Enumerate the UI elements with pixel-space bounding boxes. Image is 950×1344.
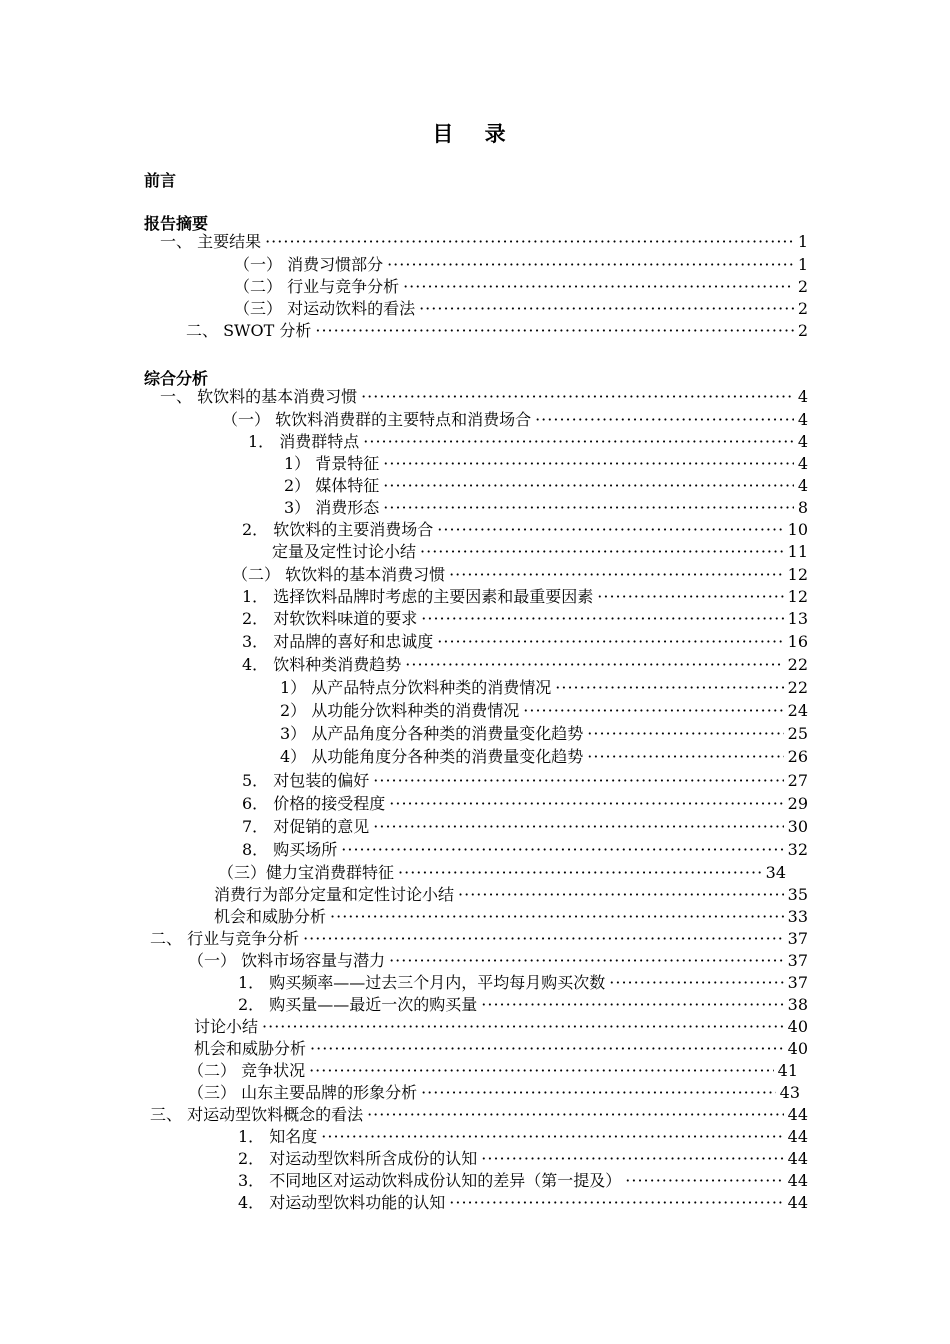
dot-leader (419, 298, 794, 320)
dot-leader (437, 631, 783, 653)
toc-entry[interactable]: （二） 软饮料的基本消费习惯 ····· 12 (232, 564, 808, 586)
toc-entry[interactable]: 2） 媒体特征 ····· 4 (284, 475, 808, 497)
toc-entry[interactable]: 1． 知名度 ····· 44 (238, 1126, 808, 1148)
dot-leader (389, 950, 784, 972)
dot-leader (420, 541, 784, 563)
dot-leader (265, 231, 794, 253)
toc-entry[interactable]: 一、 主要结果 ····· 1 (160, 231, 808, 253)
dot-leader (373, 770, 783, 792)
toc-entry[interactable]: 1． 消费群特点 ····· 4 (248, 431, 808, 453)
toc-entry[interactable]: 1． 购买频率——过去三个月内，平均每月购买次数 ····· 37 (238, 972, 808, 994)
toc-entry[interactable]: 4． 对运动型饮料功能的认知 ····· 44 (238, 1192, 808, 1214)
page-title: 目 录 (432, 121, 518, 146)
toc-entry[interactable]: 1． 选择饮料品牌时考虑的主要因素和最重要因素 ····· 12 (242, 586, 808, 608)
toc-entry[interactable]: 3． 不同地区对运动饮料成份认知的差异（第一提及） ····· 44 (238, 1170, 808, 1192)
dot-leader (421, 608, 783, 630)
dot-leader (403, 276, 794, 298)
dot-leader (383, 497, 794, 519)
toc-entry[interactable]: 6． 价格的接受程度 ····· 29 (242, 793, 808, 815)
dot-leader (405, 654, 783, 676)
toc-entry[interactable]: 2． 对运动型饮料所含成份的认知 ····· 44 (238, 1148, 808, 1170)
toc-entry[interactable]: 一、 软饮料的基本消费习惯 ····· 4 (160, 386, 808, 408)
dot-leader (609, 972, 783, 994)
dot-leader (421, 1082, 776, 1104)
dot-leader (597, 586, 783, 608)
toc-entry[interactable]: （三）健力宝消费群特征 ····· 34 (218, 862, 786, 884)
dot-leader (523, 700, 783, 722)
toc-entry[interactable]: 二、 SWOT 分析 ····· 2 (186, 320, 808, 342)
dot-leader (309, 1060, 774, 1082)
dot-leader (535, 409, 794, 431)
toc-entry[interactable]: 定量及定性讨论小结 ····· 11 (272, 541, 808, 563)
dot-leader (481, 1148, 783, 1170)
dot-leader (383, 475, 794, 497)
dot-leader (367, 1104, 784, 1126)
toc-entry[interactable]: （三） 山东主要品牌的形象分析 ····· 43 (188, 1082, 800, 1104)
toc-entry[interactable]: 1） 从产品特点分饮料种类的消费情况 ····· 22 (280, 677, 808, 699)
toc-entry[interactable]: 2． 购买量——最近一次的购买量 ····· 38 (238, 994, 808, 1016)
toc-entry[interactable]: 7． 对促销的意见 ····· 30 (242, 816, 808, 838)
dot-leader (398, 862, 762, 884)
dot-leader (373, 816, 783, 838)
toc-entry[interactable]: 三、 对运动型饮料概念的看法 ····· 44 (150, 1104, 808, 1126)
toc-entry[interactable]: （一） 消费习惯部分 ····· 1 (234, 254, 808, 276)
toc-entry[interactable]: 机会和威胁分析 ····· 40 (194, 1038, 808, 1060)
dot-leader (361, 386, 794, 408)
dot-leader (330, 906, 784, 928)
toc-entry[interactable]: 5． 对包装的偏好 ····· 27 (242, 770, 808, 792)
toc-entry[interactable]: 3） 消费形态 ····· 8 (284, 497, 808, 519)
dot-leader (315, 320, 793, 342)
dot-leader (262, 1016, 784, 1038)
section-analysis: 综合分析 (144, 369, 209, 388)
toc-entry[interactable]: （三） 对运动饮料的看法 ····· 2 (234, 298, 808, 320)
section-summary: 报告摘要 (144, 214, 209, 233)
dot-leader (625, 1170, 783, 1192)
dot-leader (481, 994, 783, 1016)
toc-entry[interactable]: 8． 购买场所 ····· 32 (242, 839, 808, 861)
dot-leader (449, 1192, 783, 1214)
toc-entry[interactable]: （二） 竞争状况 ····· 41 (188, 1060, 798, 1082)
toc-entry[interactable]: 2） 从功能分饮料种类的消费情况 ····· 24 (280, 700, 808, 722)
dot-leader (437, 519, 783, 541)
toc-entry[interactable]: 3． 对品牌的喜好和忠诚度 ····· 16 (242, 631, 808, 653)
toc-entry[interactable]: 机会和威胁分析 ····· 33 (214, 906, 808, 928)
dot-leader (449, 564, 784, 586)
dot-leader (587, 723, 783, 745)
dot-leader (555, 677, 783, 699)
toc-entry[interactable]: 消费行为部分定量和定性讨论小结 ····· 35 (214, 884, 808, 906)
toc-entry[interactable]: 讨论小结 ····· 40 (194, 1016, 808, 1038)
toc-entry[interactable]: 4． 饮料种类消费趋势 ····· 22 (242, 654, 808, 676)
toc-entry[interactable]: 3） 从产品角度分各种类的消费量变化趋势 ····· 25 (280, 723, 808, 745)
section-preface: 前言 (144, 171, 177, 190)
dot-leader (587, 746, 783, 768)
toc-entry[interactable]: （一） 软饮料消费群的主要特点和消费场合 ····· 4 (222, 409, 808, 431)
toc-entry[interactable]: 2． 软饮料的主要消费场合 ····· 10 (242, 519, 808, 541)
toc-entry[interactable]: 4） 从功能角度分各种类的消费量变化趋势 ····· 26 (280, 746, 808, 768)
toc-entry[interactable]: （一） 饮料市场容量与潜力 ····· 37 (188, 950, 808, 972)
dot-leader (383, 453, 794, 475)
dot-leader (303, 928, 784, 950)
dot-leader (458, 884, 784, 906)
dot-leader (321, 1126, 783, 1148)
toc-entry[interactable]: 1） 背景特征 ····· 4 (284, 453, 808, 475)
dot-leader (341, 839, 783, 861)
dot-leader (389, 793, 783, 815)
dot-leader (310, 1038, 784, 1060)
toc-entry[interactable]: （二） 行业与竞争分析 ····· 2 (234, 276, 808, 298)
toc-entry[interactable]: 2． 对软饮料味道的要求 ····· 13 (242, 608, 808, 630)
dot-leader (387, 254, 794, 276)
toc-entry[interactable]: 二、 行业与竞争分析 ····· 37 (150, 928, 808, 950)
dot-leader (363, 431, 794, 453)
